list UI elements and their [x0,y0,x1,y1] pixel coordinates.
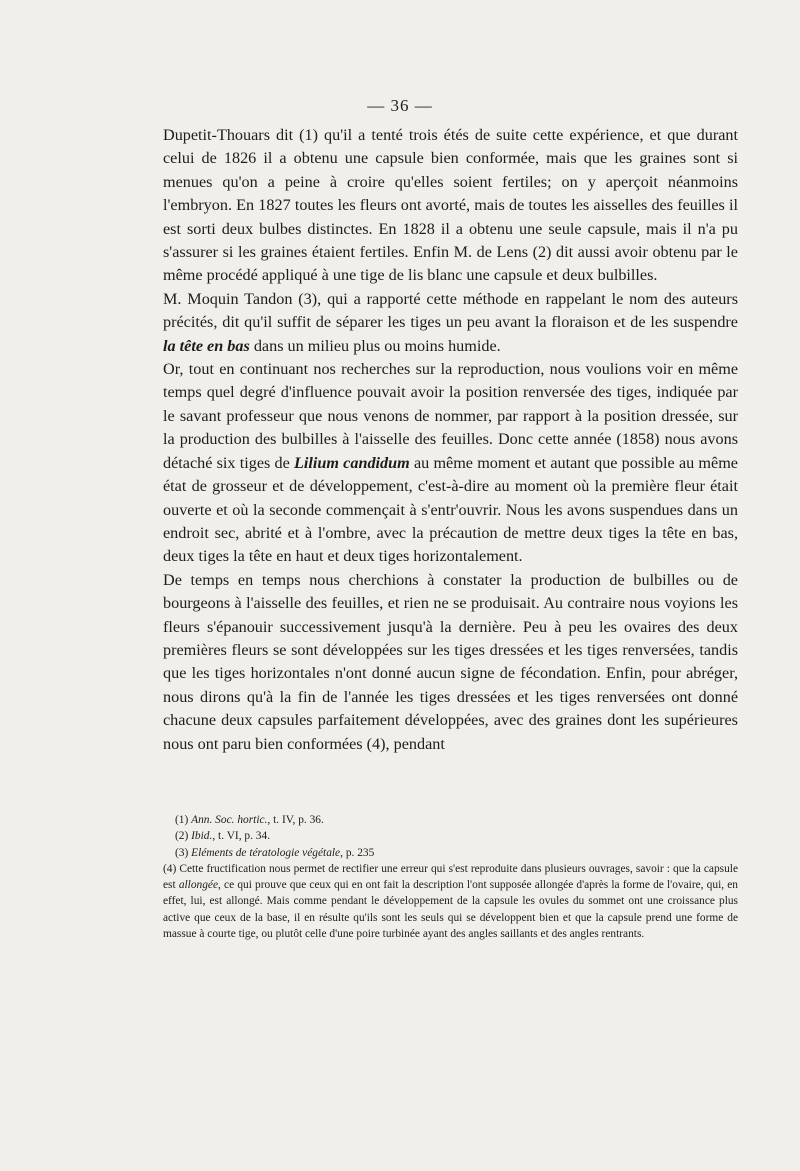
footnote-3-ref: , p. 235 [340,846,375,859]
body-text [163,124,738,756]
footnote-2-marker: (2) [175,830,192,843]
footnote-1-ref: , t. IV, p. 36. [267,814,324,826]
footnote-4-text-1: (4) Cette fructification nous permet de rectifier une erreur qui s'est reproduite dans plusieurs ouvrages, savoir : que la capsule est [163,862,738,892]
footnote-3 [163,845,738,861]
footnotes [163,812,738,942]
paragraph-3-text-1: Or, tout en continuant nos recherches sur la reproduction, nous voulions voir en même temps quel degré d'influence pouvait avoir la position renversée des tiges, indiquée par le savant professeur que nous venons de nommer, par rapport à la position dressée, sur la production des bulbilles à l'aisselle des feuilles. Donc cette année (1858) nous avons détaché six tiges de [163,360,738,472]
footnote-2 [163,828,738,844]
footnote-2-ref: , t. VI, p. 34. [212,830,271,843]
page-number: — 36 — [367,96,433,115]
paragraph-4-text-1: De temps en temps nous cherchions à constater la production de bulbilles ou de bourgeons à l'aisselle des feuilles, et rien ne se produisait. Au contraire nous voyions les fleurs s'épanouir successivement jusqu'à la dernière. Peu à peu les ovaires des deux premières fleurs se sont développées sur les tiges dressées et les tiges renversées, tandis que les tiges horizontales n'ont donné aucun signe de fécondation. Enfin, pour abréger, nous dirons qu'à la fin de l'année les tiges dressées et les tiges renversées ont donné chacune deux capsules parfaitement développées, avec des graines dont les supérieures nous ont paru bien conformées (4), pendant [163,570,738,753]
paragraph-3 [163,358,738,569]
paragraph-4 [163,569,738,756]
paragraph-1 [163,124,738,288]
footnote-1 [163,812,738,828]
paragraph-2 [163,288,738,358]
paragraph-3-species-name: Lilium candidum [294,453,410,472]
paragraph-2-text-1: M. Moquin Tandon (3), qui a rapporté cette méthode en rappelant le nom des auteurs précités, dit qu'il suffit de séparer les tiges un peu avant la floraison et de les suspendre [163,289,738,332]
footnote-4-text-2: , ce qui prouve que ceux qui en ont fait la description l'ont supposée allongée d'après la forme de l'ovaire, qui, en effet, lui, est allongé. Mais comme pendant le développement de la capsule les ovules du sommet ont une croissance plus active que ceux de la base, il en résulte qu'ils sont les seuls qui se développent bien et que la capsule prend une forme de massue à courte tige, ou plutôt celle d'une poire turbinée ayant des angles saillants et des angles rentrants. [163,879,738,941]
footnote-3-source: Eléments de tératologie végétale [191,846,341,859]
footnote-4-emphasis: allongée [178,879,219,892]
footnote-2-source: Ibid. [191,830,213,843]
footnote-1-marker: (1) [175,814,192,826]
paragraph-1-text-1: Dupetit-Thouars dit (1) qu'il a tenté trois étés de suite cette expérience, et que durant celui de 1826 il a obtenu une capsule bien conformée, mais que les graines sont si menues qu'on a peine à croire qu'elles soient fertiles; on y aperçoit néanmoins l'embryon. En 1827 toutes les fleurs ont avorté, mais de toutes les aisselles des feuilles il est sorti deux bulbes distinctes. En 1828 il a obtenu une seule capsule, mais il n'a pu s'assurer si les graines étaient fertiles. Enfin M. de Lens (2) dit aussi avoir obtenu par le même procédé appliqué à une tige de lis blanc une capsule et deux bulbilles. [163,126,738,285]
footnote-3-marker: (3) [175,846,192,859]
footnote-1-source: Ann. Soc. hortic. [191,814,268,826]
paragraph-2-emphasis: la tête en bas [163,336,250,355]
footnote-4 [163,861,738,942]
paragraph-3-text-2: au même moment et autant que possible au même état de grosseur et de développement, c'est-à-dire au moment où la première fleur était ouverte et où la seconde commençait à s'entr'ouvrir. Nous les avons suspendues dans un endroit sec, abrité et à l'ombre, avec la précaution de mettre deux tiges la tête en bas, deux tiges la tête en haut et deux tiges horizontalement. [163,453,738,566]
paragraph-2-text-2: dans un milieu plus ou moins humide. [249,336,501,355]
